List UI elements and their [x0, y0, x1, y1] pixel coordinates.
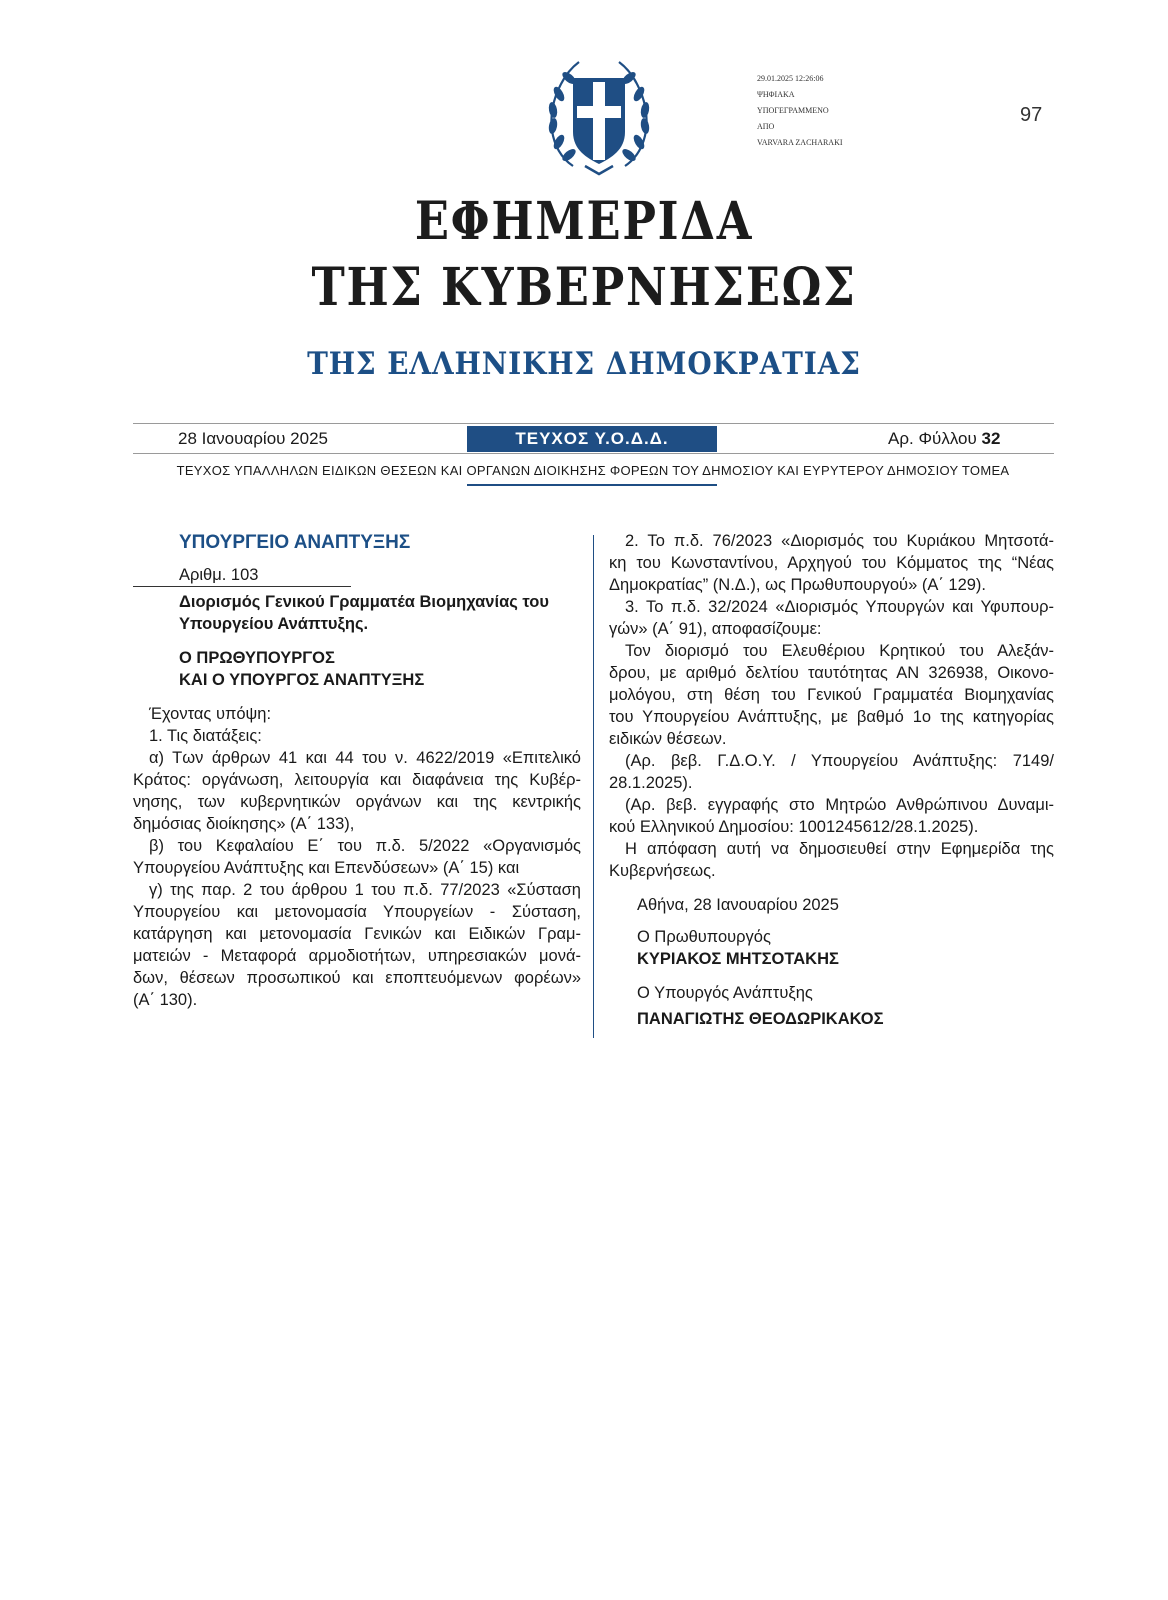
text-line: (Αρ. βεβ. Γ.Δ.Ο.Υ. / Υπουργείου Ανάπτυξης: 7149/ — [625, 752, 1054, 770]
header-bottom-rule — [133, 453, 1054, 454]
right-column — [609, 530, 1054, 1030]
decision-subject-line: Υπουργείου Ανάπτυξης. — [179, 615, 369, 633]
place-date: Αθήνα, 28 Ιανουαρίου 2025 — [637, 896, 839, 914]
text-line: Υπουργείου Ανάπτυξης και Επενδύσεων» (Α΄ 15) και — [133, 859, 520, 877]
text-line: 1. Τις διατάξεις: — [149, 727, 262, 745]
text-line: Τον διορισμό του Ελευθέριου Κρητικού του Αλεξάν- — [625, 642, 1054, 660]
text-line: Έχοντας υπόψη: — [149, 705, 272, 723]
pm-name: ΚΥΡΙΑΚΟΣ ΜΗΤΣΟΤΑΚΗΣ — [637, 950, 839, 968]
text-line: κατάργηση και μετονομασία Γενικών και Ειδικών Γραμ- — [133, 925, 581, 943]
text-line: γ) της παρ. 2 του άρθρου 1 του π.δ. 77/2023 «Σύσταση — [149, 881, 581, 899]
signature-signer: VARVARA ZACHARAKI — [757, 138, 843, 147]
text-line: Υπουργείου και μετονομασία Υπουργείων - Σύσταση, — [133, 903, 581, 921]
ministry-heading: ΥΠΟΥΡΓΕΙΟ ΑΝΑΠΤΥΞΗΣ — [179, 532, 411, 553]
series-description: ΤΕΥΧΟΣ ΥΠΑΛΛΗΛΩΝ ΕΙΔΙΚΩΝ ΘΕΣΕΩΝ ΚΑΙ ΟΡΓΑΝΩΝ ΔΙΟΙΚΗΣΗΣ ΦΟΡΕΩΝ ΤΟΥ ΔΗΜΟΣΙΟΥ ΚΑΙ ΕΥΡΥΤΕΡΟΥ ΔΗΜΟΣΙΟΥ ΤΟΜΕΑ — [176, 463, 1010, 478]
text-line: (Αρ. βεβ. εγγραφής στο Μητρώο Ανθρώπινου Δυναμι- — [625, 796, 1054, 814]
sheet-number-field — [888, 428, 1000, 450]
text-line: μολόγου, στη θέση του Γενικού Γραμματέα Βιομηχανίας — [609, 686, 1054, 704]
sheet-number: 32 — [981, 429, 1001, 448]
decision-number: Αριθμ. 103 — [133, 564, 351, 587]
text-line: ματειών - Μεταφορά αρμοδιοτήτων, υπηρεσιακών μονά- — [133, 947, 581, 965]
signature-line: ΨΗΦΙΑΚΑ — [757, 90, 795, 99]
issue-underline — [467, 484, 717, 486]
masthead-title-line2: ΤΗΣ ΚΥΒΕΡΝΗΣΕΩΣ — [311, 257, 857, 318]
text-line: β) του Κεφαλαίου Ε΄ του π.δ. 5/2022 «Οργανισμός — [149, 837, 581, 855]
masthead-title: ΕΦΗΜΕΡΙΔΑ — [414, 191, 754, 252]
text-line: 28.1.2025). — [609, 774, 693, 792]
minister-title: Ο Υπουργός Ανάπτυξης — [637, 984, 813, 1002]
text-line: του Υπουργείου Ανάπτυξης, με βαθμό 1ο της κατηγορίας — [609, 708, 1054, 726]
pm-title: Ο Πρωθυπουργός — [637, 928, 771, 946]
text-line: κη του Κωνσταντίνου, Αρχηγού του Κόμματος της “Νέας — [609, 554, 1054, 572]
text-line: δων, θέσεων προσωπικού και εποπτευόμενων φορέων» — [133, 969, 581, 987]
text-line: Η απόφαση αυτή να δημοσιευθεί στην Εφημερίδα της — [625, 840, 1054, 858]
text-line: Δημοκρατίας” (Ν.Δ.), ως Πρωθυπουργού» (Α΄ 129). — [609, 576, 987, 594]
signature-timestamp: 29.01.2025 12:26:06 — [757, 74, 824, 83]
left-column — [133, 530, 581, 1011]
sheet-number-prefix: Αρ. Φύλλου — [888, 429, 977, 448]
signature-line: ΑΠΟ — [757, 122, 775, 131]
column-divider — [593, 535, 594, 1038]
text-line: δρου, με αριθμό δελτίου ταυτότητας ΑΝ 326938, Οικονο- — [609, 664, 1054, 682]
text-line: γών» (Α΄ 91), αποφασίζουμε: — [609, 620, 822, 638]
decision-subject-line: Διορισμός Γενικού Γραμματέα Βιομηχανίας του — [179, 593, 549, 611]
text-line: Κυβερνήσεως. — [609, 862, 716, 880]
text-line: Κράτος: οργάνωση, λειτουργία και διαφάνεια της Κυβέρ- — [133, 771, 581, 789]
text-line: δημόσιας διοίκησης» (Α΄ 133), — [133, 815, 355, 833]
masthead-subtitle: ΤΗΣ ΕΛΛΗΝΙΚΗΣ ΔΗΜΟΚΡΑΤΙΑΣ — [307, 346, 861, 382]
authority-line: Ο ΠΡΩΘΥΠΟΥΡΓΟΣ — [179, 649, 335, 667]
signature-line: ΥΠΟΓΕΓΡΑΜΜΕΝΟ — [757, 106, 829, 115]
text-line: ειδικών θέσεων. — [609, 730, 727, 748]
text-line: 2. Το π.δ. 76/2023 «Διορισμός του Κυριάκου Μητσοτά- — [625, 532, 1054, 550]
authority-line: ΚΑΙ Ο ΥΠΟΥΡΓΟΣ ΑΝΑΠΤΥΞΗΣ — [179, 671, 425, 689]
issue-date: 28 Ιανουαρίου 2025 — [178, 429, 329, 448]
text-line: νησης, των κυβερνητικών οργάνων και της κεντρικής — [133, 793, 581, 811]
issue-label: ΤΕΥΧΟΣ Υ.Ο.Δ.Δ. — [467, 426, 717, 452]
page-number: 97 — [1020, 104, 1043, 126]
text-line: 3. Το π.δ. 32/2024 «Διορισμός Υπουργών και Υφυπουρ- — [625, 598, 1054, 616]
text-line: α) Των άρθρων 41 και 44 του ν. 4622/2019 «Επιτελικό — [149, 749, 581, 767]
text-line: κού Ελληνικού Δημοσίου: 1001245612/28.1.2025). — [609, 818, 979, 836]
header-top-rule — [133, 423, 1054, 424]
minister-name: ΠΑΝΑΓΙΩΤΗΣ ΘΕΟΔΩΡΙΚΑΚΟΣ — [637, 1010, 884, 1028]
text-line: (Α΄ 130). — [133, 991, 198, 1009]
greek-coat-of-arms-emblem — [539, 54, 659, 178]
